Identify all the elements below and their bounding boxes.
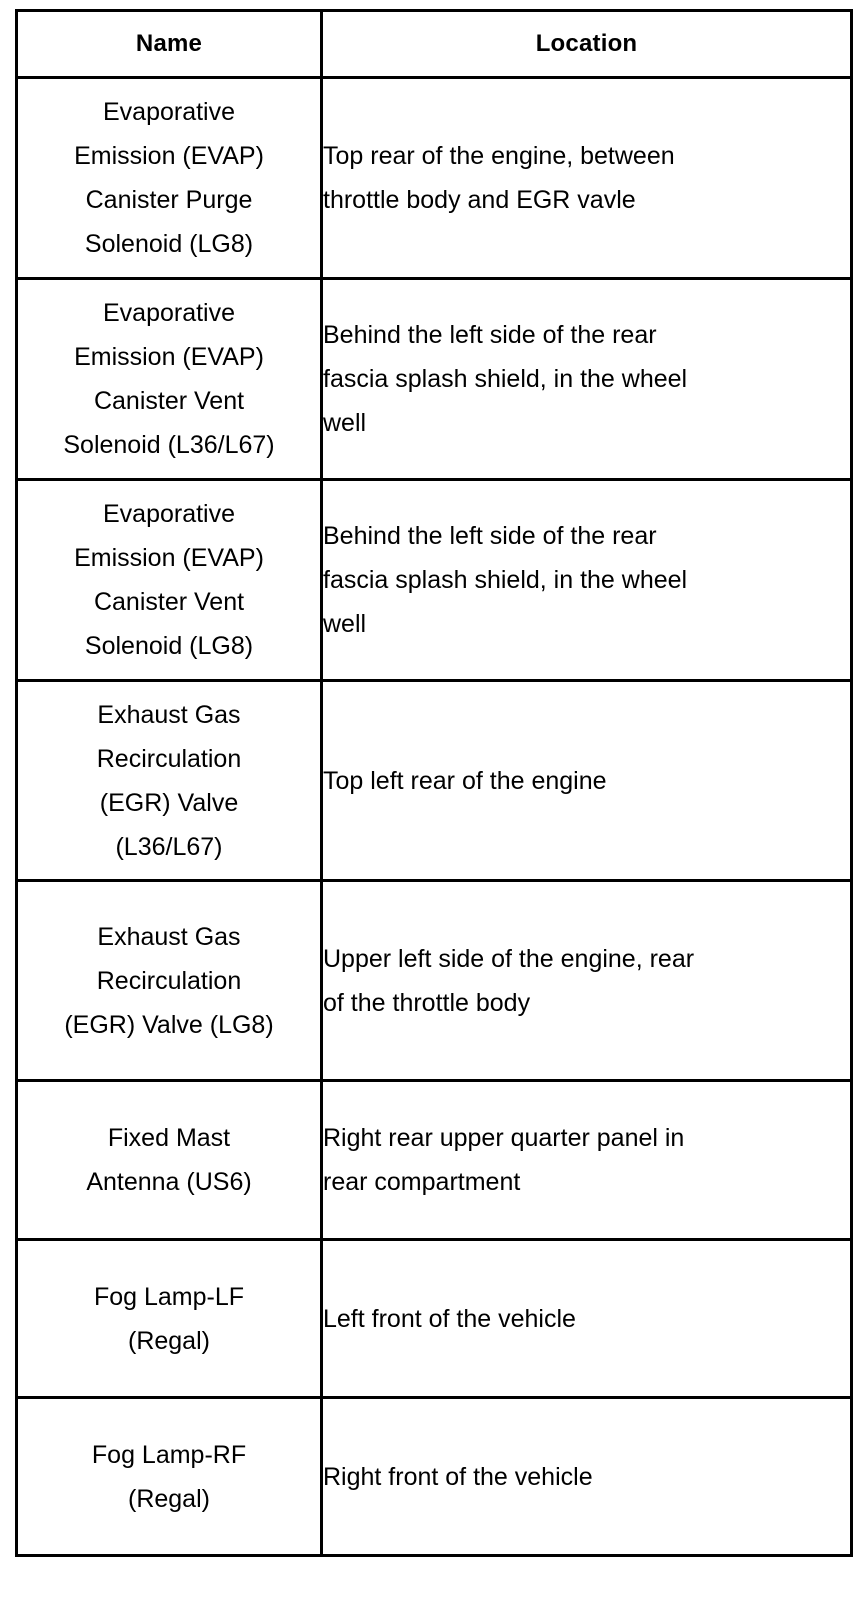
name-line: Emission (EVAP) bbox=[74, 544, 264, 572]
location-line: Top rear of the engine, between bbox=[323, 142, 675, 170]
table-row bbox=[17, 881, 852, 1081]
component-name-cell bbox=[17, 279, 322, 480]
component-location-cell bbox=[322, 1398, 852, 1556]
name-line: Emission (EVAP) bbox=[74, 142, 264, 170]
location-line: of the throttle body bbox=[323, 988, 531, 1017]
name-line: (Regal) bbox=[128, 1326, 210, 1355]
component-location-cell bbox=[322, 480, 852, 681]
name-line: Exhaust Gas bbox=[97, 922, 241, 951]
name-line: Recirculation bbox=[96, 744, 242, 773]
name-column-header: Name bbox=[17, 11, 322, 78]
location-line: Right front of the vehicle bbox=[323, 1462, 593, 1491]
name-line: Canister Purge bbox=[85, 186, 253, 214]
component-location-cell bbox=[322, 681, 852, 881]
component-location-cell bbox=[322, 881, 852, 1081]
location-line: Behind the left side of the rear bbox=[323, 522, 657, 550]
location-column-header: Location bbox=[322, 11, 852, 78]
name-line: Evaporative bbox=[102, 500, 236, 528]
name-line: (Regal) bbox=[128, 1484, 210, 1513]
table-row bbox=[17, 78, 852, 279]
location-line: well bbox=[323, 409, 367, 437]
name-line: Recirculation bbox=[96, 966, 242, 995]
name-line: Fog Lamp-LF bbox=[93, 1282, 245, 1311]
location-line: Left front of the vehicle bbox=[323, 1304, 576, 1333]
component-location-cell bbox=[322, 1240, 852, 1398]
location-line: Behind the left side of the rear bbox=[323, 321, 657, 349]
component-name-cell bbox=[17, 78, 322, 279]
component-name-cell bbox=[17, 1398, 322, 1556]
name-line: (EGR) Valve bbox=[99, 788, 239, 817]
table-row bbox=[17, 279, 852, 480]
location-line: well bbox=[323, 610, 367, 638]
table-row bbox=[17, 1398, 852, 1556]
location-line: Right rear upper quarter panel in bbox=[323, 1124, 685, 1152]
component-name-cell bbox=[17, 681, 322, 881]
location-line: fascia splash shield, in the wheel bbox=[323, 566, 688, 594]
component-location-table bbox=[15, 9, 853, 1557]
component-name-cell bbox=[17, 881, 322, 1081]
component-name-cell bbox=[17, 1240, 322, 1398]
name-line: (EGR) Valve (LG8) bbox=[64, 1010, 274, 1039]
name-line: Canister Vent bbox=[93, 588, 245, 616]
component-location-cell bbox=[322, 279, 852, 480]
table-row bbox=[17, 480, 852, 681]
component-location-cell bbox=[322, 78, 852, 279]
location-line: rear compartment bbox=[323, 1168, 521, 1196]
table-row bbox=[17, 681, 852, 881]
component-name-cell bbox=[17, 1081, 322, 1240]
table-row bbox=[17, 1240, 852, 1398]
name-line: Solenoid (L36/L67) bbox=[63, 431, 275, 459]
location-line: Upper left side of the engine, rear bbox=[323, 944, 695, 973]
name-line: (L36/L67) bbox=[115, 832, 223, 861]
location-line: throttle body and EGR vavle bbox=[323, 186, 636, 214]
header-row bbox=[17, 11, 852, 78]
location-line: fascia splash shield, in the wheel bbox=[323, 365, 688, 393]
component-name-cell bbox=[17, 480, 322, 681]
table-row bbox=[17, 1081, 852, 1240]
location-line: Top left rear of the engine bbox=[323, 766, 607, 795]
name-line: Evaporative bbox=[102, 299, 236, 327]
name-line: Exhaust Gas bbox=[97, 700, 241, 729]
name-line: Evaporative bbox=[102, 98, 236, 126]
name-line: Emission (EVAP) bbox=[74, 343, 264, 371]
name-line: Fog Lamp-RF bbox=[91, 1440, 247, 1469]
name-line: Antenna (US6) bbox=[86, 1168, 252, 1196]
name-line: Canister Vent bbox=[93, 387, 245, 415]
component-location-cell bbox=[322, 1081, 852, 1240]
name-line: Solenoid (LG8) bbox=[84, 632, 254, 660]
name-line: Solenoid (LG8) bbox=[84, 230, 254, 258]
name-line: Fixed Mast bbox=[107, 1124, 231, 1152]
